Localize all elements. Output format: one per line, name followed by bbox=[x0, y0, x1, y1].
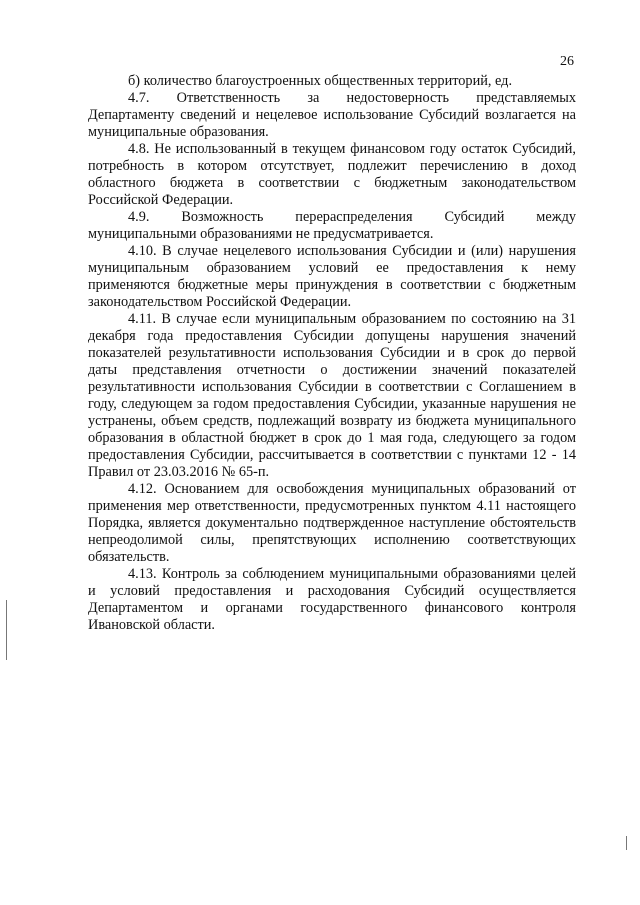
page-number: 26 bbox=[560, 54, 574, 69]
paragraph-4-12: 4.12. Основанием для освобождения муниципальных образований от применения мер ответственности, предусмотренных пунктом 4.11 настоящего Порядка, является документально подтвержденное наступление обстоятельств непреодолимой силы, препятствующих исполнению соответствующих обязательств. bbox=[88, 481, 576, 565]
paragraph-4-11: 4.11. В случае если муниципальным образованием по состоянию на 31 декабря года предоставления Субсидии допущены нарушения значений показателей результативности использования Субсидии и в срок до первой даты представления отчетности о достижении значений показателей результативности использования Субсидии в соответствии с Соглашением в году, следующем за годом предоставления Субсидии, указанные нарушения не устранены, объем средств, подлежащий возврату из бюджета муниципального образования в областной бюджет в срок до 1 мая года, следующего за годом предоставления Субсидии, рассчитывается в соответствии с пунктами 12 - 14 Правил от 23.03.2016 № 65-п. bbox=[88, 311, 576, 480]
paragraph-4-13: 4.13. Контроль за соблюдением муниципальными образованиями целей и условий предоставления и расходования Субсидий осуществляется Департаментом и органами государственного финансового контроля Ивановской области. bbox=[88, 566, 576, 633]
paragraph-item-b: б) количество благоустроенных общественных территорий, ед. bbox=[128, 73, 513, 89]
paragraph-4-7: 4.7. Ответственность за недостоверность представляемых Департаменту сведений и нецелевое использование Субсидий возлагается на муниципальные образования. bbox=[88, 90, 576, 140]
paragraph-4-8: 4.8. Не использованный в текущем финансовом году остаток Субсидий, потребность в котором отсутствует, подлежит перечислению в доход областного бюджета в соответствии с бюджетным законодательством Российской Федерации. bbox=[88, 141, 576, 208]
scan-edge-mark-right bbox=[626, 836, 627, 850]
paragraph-4-9: 4.9. Возможность перераспределения Субсидий между муниципальными образованиями не предусматривается. bbox=[88, 209, 576, 242]
scan-edge-mark-left bbox=[6, 600, 7, 660]
document-body bbox=[88, 73, 576, 634]
paragraph-4-10: 4.10. В случае нецелевого использования Субсидии и (или) нарушения муниципальным образованием условий ее предоставления к нему применяются бюджетные меры принуждения в соответствии с бюджетным законодательством Российской Федерации. bbox=[88, 243, 576, 310]
